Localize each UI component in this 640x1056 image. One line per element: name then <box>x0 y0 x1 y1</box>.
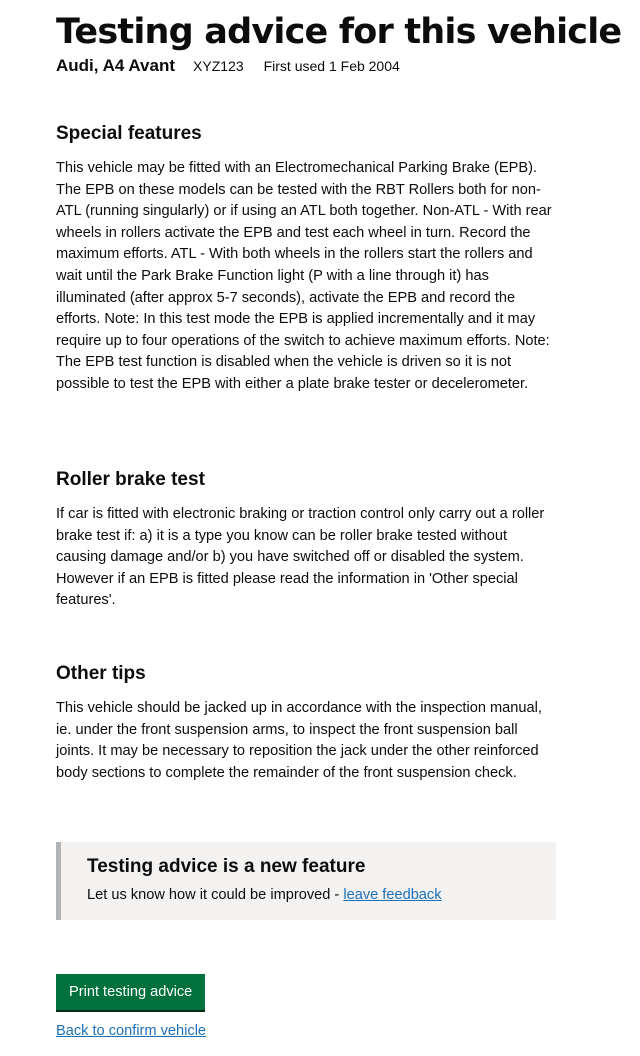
vehicle-summary <box>56 56 616 76</box>
special-features-section <box>56 122 556 396</box>
other-tips-heading: Other tips <box>56 663 146 684</box>
other-tips-section <box>56 662 556 784</box>
feedback-prompt: Let us know how it could be improved - <box>87 887 344 903</box>
back-to-confirm-vehicle-link[interactable]: Back to confirm vehicle <box>56 1023 207 1039</box>
roller-brake-section <box>56 468 556 612</box>
special-features-text: This vehicle may be fitted with an Electromechanical Parking Brake (EPB). The EPB on these models can be tested with the RBT Rollers both for non-ATL (running singularly) or if using an ATL both together. Non-ATL - With rear wheels in rollers activate the EPB and test each wheel in turn. Record the maximum efforts. ATL - With both wheels in the rollers start the rollers and wait until the Park Brake Function light (P with a line through it) has illuminated (after approx 5-7 seconds), activate the EPB and record the efforts. Note: In this test mode the EPB is applied incrementally and it may require up to four operations of the switch to achieve maximum efforts. Note: The EPB test function is disabled when the vehicle is driven so it is not possible to test the EPB with either a plate brake tester or decelerometer. <box>56 160 552 392</box>
print-testing-advice-button[interactable]: Print testing advice <box>56 974 205 1010</box>
main-content <box>56 0 622 1039</box>
special-features-heading: Special features <box>56 123 202 144</box>
vehicle-registration: XYZ123 <box>193 58 244 74</box>
vehicle-first-used: First used 1 Feb 2004 <box>263 58 400 74</box>
feedback-inset <box>56 842 556 920</box>
vehicle-name: Audi, A4 Avant <box>56 56 176 75</box>
feedback-text <box>87 885 556 905</box>
other-tips-text: This vehicle should be jacked up in accordance with the inspection manual, ie. under the front suspension arms, to inspect the front suspension ball joints. It may be necessary to reposition the jack under the other reinforced body sections to complete the remainder of the front suspension check. <box>56 700 542 781</box>
roller-brake-text: If car is fitted with electronic braking or traction control only carry out a roller brake test if: a) it is a type you know can be roller brake tested without causing damage and/or b) you have switched off or disabled the system. However if an EPB is fitted please read the information in 'Other special features'. <box>56 506 545 609</box>
roller-brake-heading: Roller brake test <box>56 469 205 490</box>
page-title: Testing advice for this vehicle <box>56 12 622 52</box>
leave-feedback-link[interactable]: leave feedback <box>343 887 442 903</box>
feedback-title: Testing advice is a new feature <box>87 856 366 877</box>
